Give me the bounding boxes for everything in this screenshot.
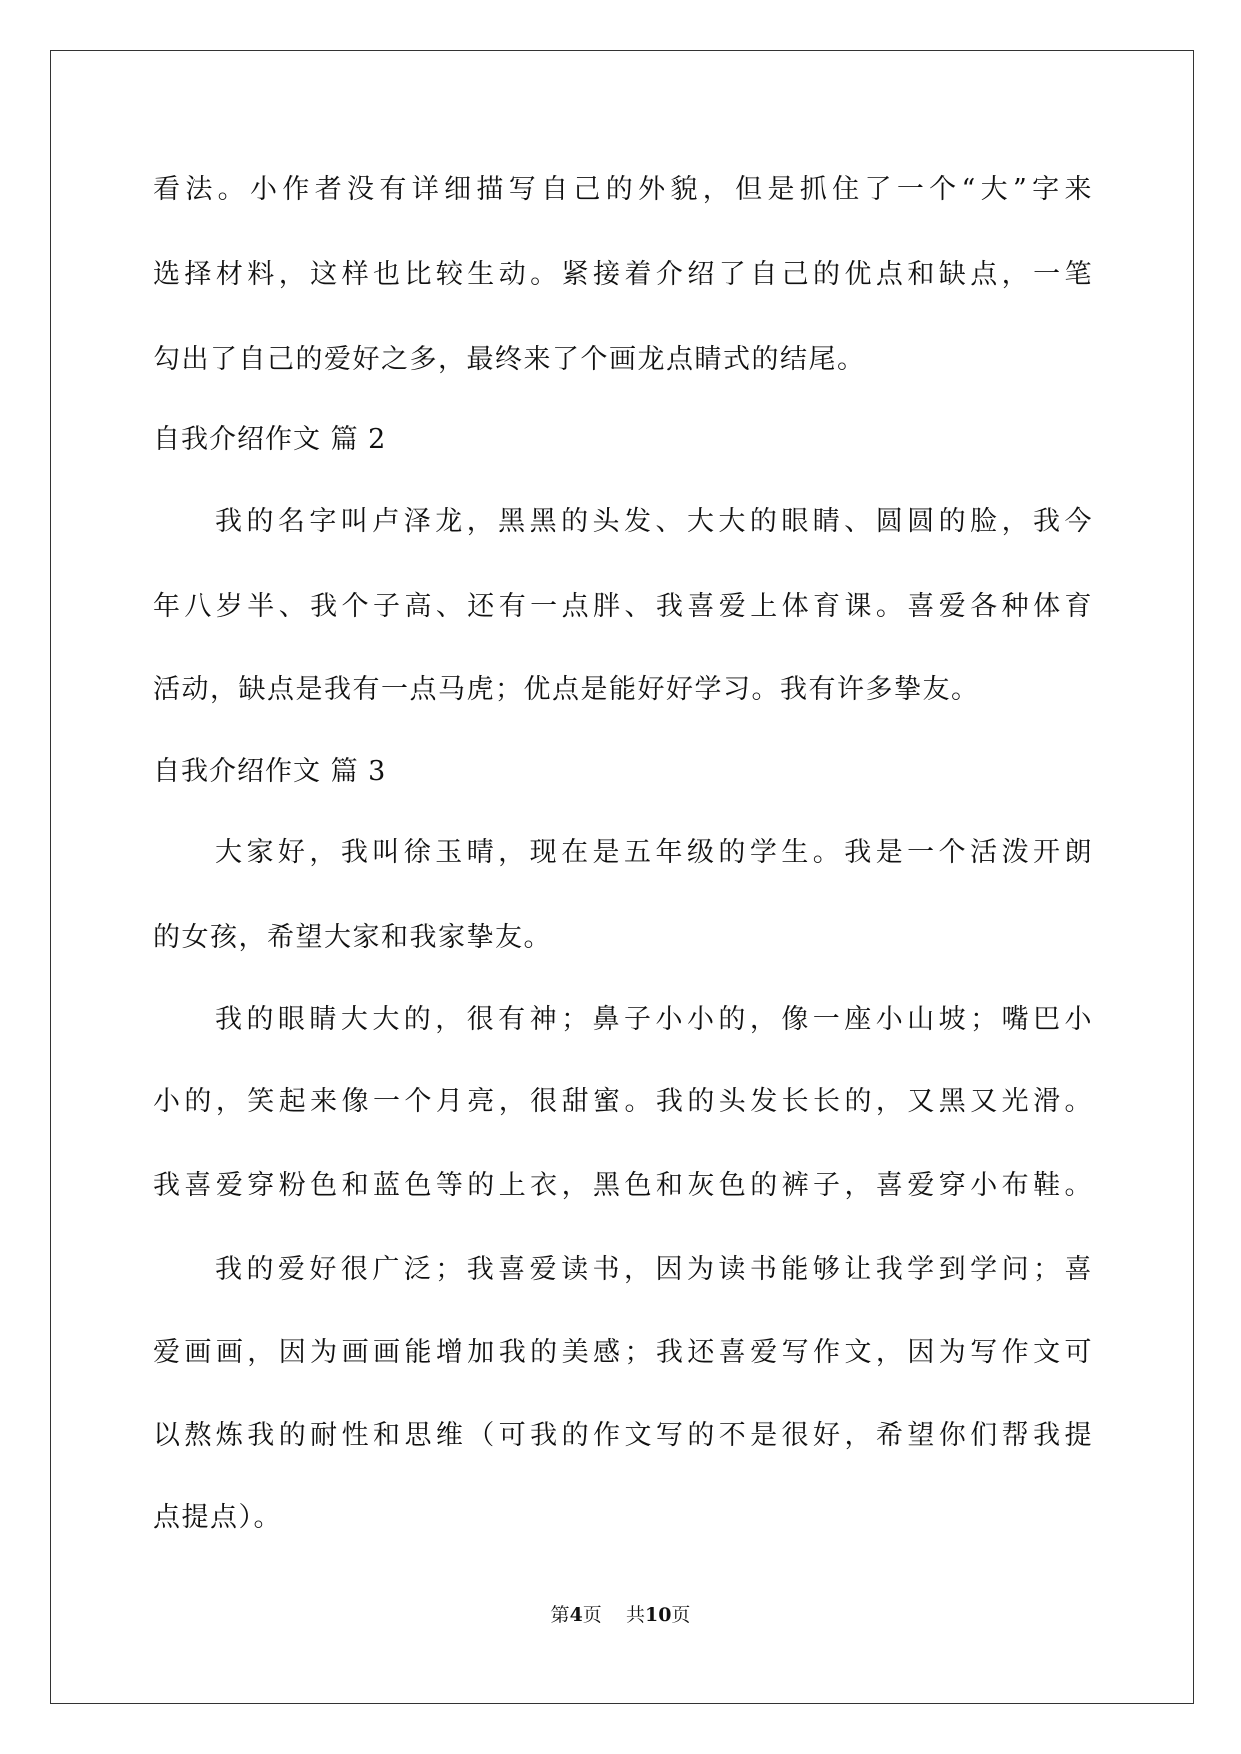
- paragraph-line: 以熬炼我的耐性和思维（可我的作文写的不是很好，希望你们帮我提: [153, 1420, 1093, 1451]
- paragraph-line: 勾出了自己的爱好之多，最终来了个画龙点睛式的结尾。: [153, 344, 866, 375]
- page-total: 10: [644, 1604, 672, 1626]
- page-prefix: 第: [550, 1604, 570, 1626]
- paragraph-line: 我的眼睛大大的，很有神；鼻子小小的，像一座小山坡；嘴巴小: [215, 1004, 1093, 1035]
- page-mid: 页 共: [582, 1604, 645, 1626]
- page-suffix: 页: [671, 1604, 691, 1626]
- paragraph-line: 的女孩，希望大家和我家挚友。: [153, 922, 552, 953]
- paragraph-line: 大家好，我叫徐玉晴，现在是五年级的学生。我是一个活泼开朗: [215, 837, 1093, 868]
- paragraph-line: 我的爱好很广泛；我喜爱读书，因为读书能够让我学到学问；喜: [215, 1254, 1093, 1285]
- section-heading: 自我介绍作文 篇 2: [153, 424, 387, 455]
- paragraph-line: 活动，缺点是我有一点马虎；优点是能好好学习。我有许多挚友。: [153, 674, 980, 705]
- paragraph-line: 我喜爱穿粉色和蓝色等的上衣，黑色和灰色的裤子，喜爱穿小布鞋。: [153, 1170, 1093, 1201]
- paragraph-line: 点提点）。: [153, 1502, 282, 1533]
- paragraph-line: 年八岁半、我个子高、还有一点胖、我喜爱上体育课。喜爱各种体育: [153, 591, 1093, 622]
- paragraph-line: 小的，笑起来像一个月亮，很甜蜜。我的头发长长的，又黑又光滑。: [153, 1086, 1093, 1117]
- paragraph-line: 我的名字叫卢泽龙，黑黑的头发、大大的眼睛、圆圆的脸，我今: [215, 506, 1093, 537]
- page-number: 4: [569, 1604, 583, 1626]
- section-heading: 自我介绍作文 篇 3: [153, 756, 387, 787]
- paragraph-line: 选择材料，这样也比较生动。紧接着介绍了自己的优点和缺点，一笔: [153, 259, 1093, 290]
- page-indicator: [0, 1602, 1241, 1628]
- paragraph-line: 爱画画，因为画画能增加我的美感；我还喜爱写作文，因为写作文可: [153, 1337, 1093, 1368]
- paragraph-line: 看法。小作者没有详细描写自己的外貌，但是抓住了一个“大”字来: [153, 174, 1093, 205]
